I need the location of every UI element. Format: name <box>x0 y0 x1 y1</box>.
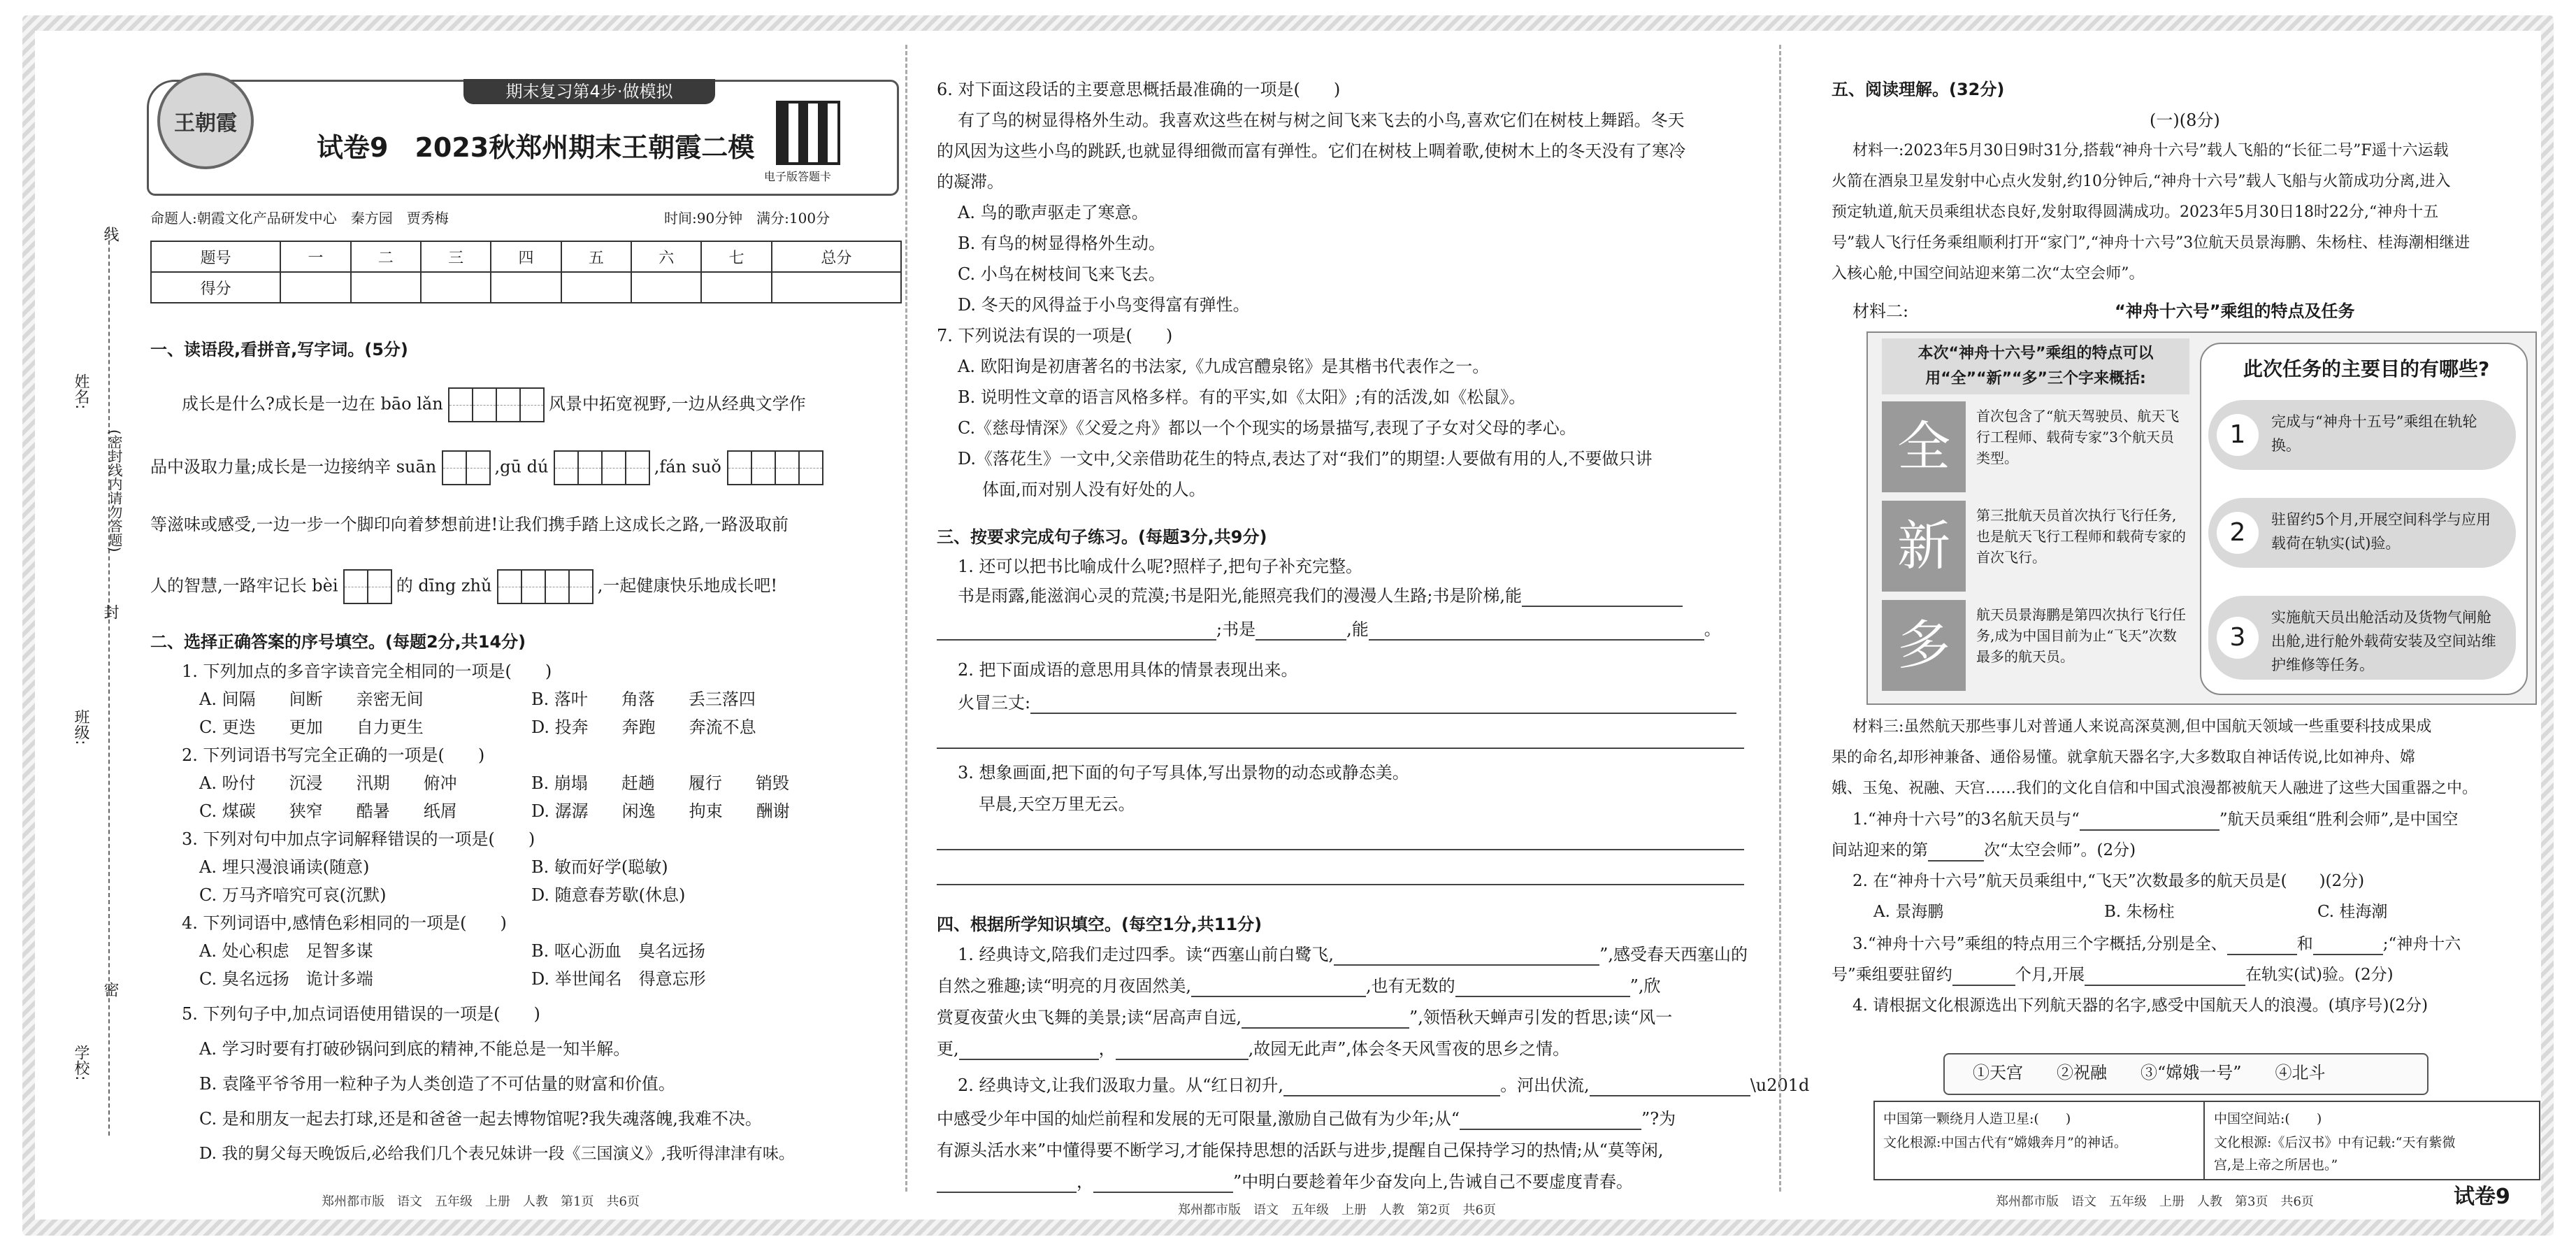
s4-text-part: ”?为 <box>1641 1109 1676 1129</box>
option[interactable]: A. 间隔 间断 亲密无间 <box>199 689 424 709</box>
s4-text-part: 2. 经典诗文,让我们汲取力量。从“红日初升, <box>958 1075 1284 1095</box>
option[interactable]: D. 冬天的风得益于小鸟变得富有弹性。 <box>958 295 1250 315</box>
s4-text: 有源头活水来”中懂得要不断学习,才能保持思想的活跃与进步,提醒自己保持学习的热情;从“莫等闲, <box>937 1141 1664 1160</box>
s1-text-part: 成长是什么?成长是一边在 bāo lǎn <box>182 394 443 414</box>
crew-infographic <box>1866 331 2537 705</box>
s3-text <box>958 692 1736 714</box>
s4-text-part: 。河出伏流, <box>1500 1075 1590 1095</box>
s4-text-part: ,也有无数的 <box>1365 976 1455 996</box>
pinyin-boxes[interactable] <box>727 457 822 477</box>
char-quan-text: 首次包含了“航天驾驶员、航天飞行工程师、载荷专家”3个航天员类型。 <box>1976 408 2180 466</box>
s4-text <box>937 1006 1672 1029</box>
q3 <box>1832 964 2394 986</box>
s4-text-part: ”,领悟秋天蝉声引发的哲思;读“风一 <box>1409 1008 1673 1027</box>
material-line: 入核心舱,中国空间站迎来第二次“太空会师”。 <box>1832 265 2145 283</box>
q-text: 次“太空会师”。(2分) <box>1984 841 2136 859</box>
paper-number: 试卷9 <box>2454 1185 2510 1209</box>
option[interactable]: B. 呕心沥血 臭名远扬 <box>531 941 705 961</box>
s4-text-part: ,故园无此声”,体会冬天风雪夜的思乡之情。 <box>1248 1039 1570 1059</box>
q1 <box>1832 839 2136 862</box>
answer-blank[interactable] <box>2085 985 2245 986</box>
score-header-cell: 一 <box>280 241 350 272</box>
option[interactable]: A. 处心积虑 足智多谋 <box>199 941 373 961</box>
qr-code-icon[interactable] <box>776 101 840 165</box>
qr-caption: 电子版答题卡 <box>764 170 832 183</box>
options-text[interactable]: ①天宫 ②祝融 ③“嫦娥一号” ④北斗 <box>1973 1063 2326 1082</box>
option[interactable]: D. 投奔 奔跑 奔流不息 <box>531 717 756 737</box>
question: 6. 对下面这段话的主要意思概括最准确的一项是( ) <box>937 80 1341 99</box>
answer-blank[interactable] <box>1455 996 1630 997</box>
char-duo-text: 航天员景海鹏是第四次执行飞行任务,成为中国目前为止“飞天”次数最多的航天员。 <box>1976 606 2186 665</box>
option[interactable]: A. 埋只漫浪诵读(随意) <box>199 857 370 877</box>
paper-title: 试卷9 2023秋郑州期末王朝霞二模 <box>317 132 755 163</box>
score-header-cell: 二 <box>351 241 421 272</box>
option[interactable]: A. 景海鹏 <box>1873 903 1944 921</box>
s3-text-part: ,能 <box>1346 620 1369 639</box>
material-line: 火箭在酒泉卫星发射中心点火发射,约10分钟后,“神舟十六号”载人飞船与火箭成功分离,进入 <box>1832 173 2451 190</box>
mission-goals-panel <box>2200 343 2528 695</box>
s1-text <box>150 450 822 485</box>
answer-blank[interactable] <box>1460 1129 1641 1130</box>
option[interactable]: C. 小鸟在树枝间飞来飞去。 <box>958 264 1165 284</box>
score-header-cell: 题号 <box>151 241 280 272</box>
answer-blank[interactable] <box>1928 860 1984 862</box>
question: 2. 在“神舟十六号”航天员乘组中,“飞天”次数最多的航天员是( )(2分) <box>1852 872 2365 890</box>
info-left-header: 本次“神舟十六号”乘组的特点可以用“全”“新”“多”三个字来概括: <box>1882 338 2189 394</box>
s1-text <box>182 387 806 422</box>
score-input-cell[interactable] <box>701 272 771 303</box>
s4-text: 更, ， ,故园无此声”,体会冬天风雪夜的思乡之情。 <box>937 1039 1570 1059</box>
answer-blank[interactable] <box>1334 964 1599 966</box>
goal-number: 2 <box>2217 512 2259 554</box>
option-continued: 体面,而对别人没有好处的人。 <box>982 480 1206 499</box>
s1-text-part: 人的智慧,一路牢记长 bèi <box>150 576 338 596</box>
question: 2. 把下面成语的意思用具体的情景表现出来。 <box>958 660 1298 680</box>
option[interactable]: D. 我的舅父每天晚饭后,必给我们几个表兄妹讲一段《三国演义》,我听得津津有味。 <box>199 1145 795 1163</box>
s4-text: ， ”中明白要趁着年少奋发向上,告诫自己不要虚度青春。 <box>937 1171 1633 1193</box>
section-2-title: 二、选择正确答案的序号填空。(每题2分,共14分) <box>150 632 526 652</box>
question: 2. 下列词语书写完全正确的一项是( ) <box>182 745 485 765</box>
option[interactable]: B. 敏而好学(聪敏) <box>531 857 668 877</box>
char-xin: 新 <box>1882 501 1966 592</box>
name-label: 姓名: <box>72 373 89 410</box>
question: 1. 下列加点的多音字读音完全相同的一项是( ) <box>182 662 552 681</box>
answer-blank[interactable] <box>1283 1095 1500 1096</box>
s4-text-part: 1. 经典诗文,陪我们走过四季。读“西塞山前白鹭飞, <box>958 945 1334 964</box>
page-footer: 郑州都市版 语文 五年级 上册 人教 第1页 共6页 <box>322 1194 640 1209</box>
option[interactable]: C. 桂海潮 <box>2317 903 2388 921</box>
s3-text <box>958 585 1683 607</box>
answer-blank[interactable] <box>1522 606 1683 607</box>
score-header-cell: 三 <box>421 241 491 272</box>
answer-blank[interactable] <box>937 1192 1077 1193</box>
score-input-cell[interactable] <box>351 272 421 303</box>
box-line: 文化根源:《后汉书》中有记载:“天有紫微 <box>2214 1135 2456 1150</box>
author-line: 命题人:朝霞文化产品研发中心 秦方园 贾秀梅 <box>150 210 449 227</box>
passage-line: 的风因为这些小鸟的跳跃,也就显得细微而富有弹性。它们在树枝上啁着歌,使树木上的冬天没有了寒冷 <box>937 141 1686 161</box>
char-duo: 多 <box>1882 600 1966 691</box>
pinyin-boxes[interactable] <box>448 394 543 414</box>
class-label: 班级: <box>72 709 89 745</box>
box-line: 宫,是上帝之所居也。” <box>2214 1157 2338 1173</box>
question: 1. 还可以把书比喻成什么呢?照样子,把句子补充完整。 <box>958 557 1363 576</box>
score-header-cell: 四 <box>491 241 561 272</box>
s3-text: ;书是 ,能 。 <box>937 618 1721 641</box>
s1-text-part: 品中汲取力量;成长是一边接纳辛 suān <box>150 457 437 477</box>
option[interactable]: C. 臭名远扬 诡计多端 <box>199 969 373 989</box>
option[interactable]: C. 万马齐喑究可哀(沉默) <box>199 885 387 905</box>
score-input-cell[interactable] <box>280 272 350 303</box>
box-line[interactable]: 中国第一颗绕月人造卫星:( ) <box>1883 1111 2071 1127</box>
option[interactable]: A. 欧阳询是初唐著名的书法家,《九成宫醴泉铭》是其楷书代表作之一。 <box>958 357 1490 376</box>
answer-blank[interactable] <box>1369 639 1704 641</box>
s1-text-part: ,一起健康快乐地成长吧! <box>597 576 778 596</box>
question: 3. 想象画面,把下面的句子写具体,写出景物的动态或静态美。 <box>958 763 1409 782</box>
culture-roots-box <box>1873 1101 2540 1180</box>
material-line: 果的命名,却形神兼备、通俗易懂。就拿航天器名字,大多数取自神话传说,比如神舟、嫦 <box>1832 749 2415 766</box>
answer-blank[interactable] <box>1242 1027 1409 1029</box>
s4-text <box>958 943 1748 966</box>
s4-text <box>937 1108 1676 1130</box>
material-line: 材料一:2023年5月30日9时31分,搭载“神舟十六号”载人飞船的“长征二号”F遥十六运载 <box>1852 142 2449 159</box>
option[interactable]: D. 举世闻名 得意忘形 <box>531 969 706 989</box>
answer-blank[interactable] <box>2313 954 2383 955</box>
option[interactable]: D.《落花生》一文中,父亲借助花生的特点,表达了对“我们”的期望:人要做有用的人,不要做只讲 <box>958 449 1653 469</box>
char-xin-text: 第三批航天员首次执行飞行任务,也是航天飞行工程师和载荷专家的首次飞行。 <box>1976 507 2186 566</box>
option[interactable]: B. 袁隆平爷爷用一粒种子为人类创造了不可估量的财富和价值。 <box>199 1074 675 1094</box>
answer-blank[interactable] <box>2227 954 2297 955</box>
goal-text: 完成与“神舟十五号”乘组在轨轮换。 <box>2271 413 2477 454</box>
option[interactable]: C.《慈母情深》《父爱之舟》都以一个个现实的场景描写,表现了子女对父母的孝心。 <box>958 418 1576 438</box>
s1-text-part: ,gū dú <box>494 457 549 477</box>
binding-mark-seal: 封 <box>101 604 119 620</box>
score-table <box>150 241 902 303</box>
score-header-cell: 六 <box>631 241 701 272</box>
score-header-cell: 总分 <box>772 241 901 272</box>
s4-text-part: 更, <box>937 1039 959 1059</box>
spacecraft-options-scroll <box>1943 1053 2429 1095</box>
s4-text-part: 赏夏夜萤火虫飞舞的美景;读“居高声自远, <box>937 1008 1242 1027</box>
material-2-title: “神舟十六号”乘组的特点及任务 <box>2115 301 2355 321</box>
answer-blank[interactable] <box>1191 996 1366 997</box>
page-3 <box>1779 31 2541 1220</box>
material-line: 娥、玉兔、祝融、天宫……我们的文化自信和中国式浪漫都被航天人融进了这些大国重器之中。 <box>1832 780 2478 797</box>
page-2 <box>905 31 1810 1220</box>
time-score-line: 时间:90分钟 满分:100分 <box>664 210 830 227</box>
answer-blank[interactable] <box>1116 1059 1249 1060</box>
option[interactable]: B. 朱杨柱 <box>2104 903 2175 921</box>
option[interactable]: A. 吩付 沉浸 汛期 俯冲 <box>199 773 457 793</box>
page-footer: 郑州都市版 语文 五年级 上册 人教 第2页 共6页 <box>1178 1203 1496 1217</box>
option[interactable]: B. 说明性文章的语言风格多样。有的平实,如《太阳》;有的活泼,如《松鼠》。 <box>958 387 1526 407</box>
score-input-cell[interactable] <box>772 272 901 303</box>
q-text: 个月,开展 <box>2015 966 2085 984</box>
review-tag: 期末复习第4步·做模拟 <box>463 79 715 104</box>
answer-line[interactable] <box>937 863 1744 885</box>
section-3-title: 三、按要求完成句子练习。(每题3分,共9分) <box>937 527 1267 547</box>
s1-text <box>150 569 777 604</box>
score-row-label: 得分 <box>151 272 280 303</box>
school-label: 学校: <box>72 1045 89 1081</box>
q-text: ”航天员乘组“胜利会师”,是中国空 <box>2219 810 2459 829</box>
goals-title: 此次任务的主要目的有哪些? <box>2243 357 2490 380</box>
s1-text-part: 的 dīng zhǔ <box>396 576 492 596</box>
option[interactable]: B. 落叶 角落 丢三落四 <box>531 689 756 709</box>
section-5-title: 五、阅读理解。(32分) <box>1832 80 2005 99</box>
box-line[interactable]: 中国空间站:( ) <box>2214 1111 2322 1127</box>
s1-text-part: 风景中拓宽视野,一边从经典文学作 <box>548 394 806 414</box>
s4-text: 2. 经典诗文,让我们汲取力量。从“红日初升, 。河出伏流, \u201d <box>958 1075 1810 1095</box>
goal-item <box>2208 596 2516 680</box>
binding-notice: (密封线内请勿答题) <box>106 429 123 552</box>
s4-text-part: 自然之雅趣;读“明亮的月夜固然美, <box>937 976 1191 996</box>
answer-blank[interactable] <box>1030 713 1736 714</box>
q-text: 间站迎来的第 <box>1832 841 1928 859</box>
option[interactable]: A. 鸟的歌声驱走了寒意。 <box>958 203 1149 222</box>
question: 3. 下列对句中加点字词解释错误的一项是( ) <box>182 829 535 849</box>
subsection-title: (一)(8分) <box>2150 110 2220 130</box>
option[interactable]: D. 随意春芳歇(休息) <box>531 885 686 905</box>
s3-text-part: 火冒三丈: <box>958 693 1031 713</box>
s4-text-part: 中感受少年中国的灿烂前程和发展的无可限量,激励自己做有为少年;从“ <box>937 1109 1460 1129</box>
goal-number: 3 <box>2217 617 2259 659</box>
prompt-sentence: 早晨,天空万里无云。 <box>979 794 1135 814</box>
question: 4. 下列词语中,感情色彩相同的一项是( ) <box>182 913 507 933</box>
goal-text: 实施航天员出舱活动及货物气闸舱出舱,进行舱外载荷安装及空间站维护维修等任务。 <box>2271 609 2496 673</box>
score-input-cell[interactable] <box>491 272 561 303</box>
s1-text-part: ,fán suǒ <box>654 457 721 477</box>
goal-text: 驻留约5个月,开展空间科学与应用载荷在轨实(试)验。 <box>2271 511 2491 552</box>
score-header-cell: 五 <box>561 241 631 272</box>
answer-blank[interactable] <box>1093 1192 1233 1193</box>
s4-text-part: ”,欣 <box>1629 976 1661 996</box>
s4-text-part: ”,感受春天西塞山的 <box>1599 945 1748 964</box>
score-header-cell: 七 <box>701 241 771 272</box>
pinyin-boxes[interactable] <box>497 576 592 596</box>
material-line: 号”载人飞行任务乘组顺利打开“家门”,“神舟十六号”3位航天员景海鹏、朱杨柱、桂海潮相继进 <box>1832 234 2470 252</box>
material-line: 材料三:虽然航天那些事儿对普通人来说高深莫测,但中国航天领域一些重要科技成果成 <box>1852 718 2432 736</box>
binding-mark-secret: 密 <box>101 982 119 997</box>
question: 5. 下列句子中,加点词语使用错误的一项是( ) <box>182 1004 540 1024</box>
option[interactable]: B. 有鸟的树显得格外生动。 <box>958 234 1165 253</box>
binding-margin <box>35 31 126 1220</box>
char-quan: 全 <box>1882 401 1966 492</box>
binding-mark-line: 线 <box>101 227 119 242</box>
exam-sheet <box>35 31 2541 1220</box>
question: 7. 下列说法有误的一项是( ) <box>937 326 1173 345</box>
answer-blank[interactable] <box>937 639 1216 641</box>
section-1-title: 一、读语段,看拼音,写字词。(5分) <box>150 340 408 359</box>
s3-text-part: ;书是 <box>1216 620 1256 639</box>
passage-line: 的凝滞。 <box>937 172 1004 192</box>
q-text: ;“神舟十六 <box>2382 935 2461 953</box>
material-line: 预定轨道,航天员乘组状态良好,发射取得圆满成功。2023年5月30日18时22分,“神舟十五 <box>1832 203 2439 221</box>
answer-line[interactable] <box>937 727 1744 749</box>
goal-item <box>2208 400 2516 470</box>
q-text: 在轨实(试)验。(2分) <box>2245 966 2394 984</box>
option[interactable]: C. 更迭 更加 自力更生 <box>199 717 424 737</box>
answer-blank[interactable] <box>959 1059 1099 1060</box>
s3-text-part: 书是雨露,能滋润心灵的荒漠;书是阳光,能照亮我们的漫漫人生路;书是阶梯,能 <box>958 586 1523 606</box>
goal-number: 1 <box>2217 414 2259 456</box>
option[interactable]: A. 学习时要有打破砂锅问到底的精神,不能总是一知半解。 <box>199 1039 631 1059</box>
answer-line[interactable] <box>937 828 1744 850</box>
score-input-cell[interactable] <box>421 272 491 303</box>
q3 <box>1852 933 2461 955</box>
pinyin-boxes[interactable] <box>554 457 649 477</box>
pinyin-boxes[interactable] <box>343 576 391 596</box>
option[interactable]: C. 是和朋友一起去打球,还是和爸爸一起去博物馆呢?我失魂落魄,我难不决。 <box>199 1109 762 1129</box>
page-1 <box>35 31 905 1220</box>
binding-dashed-line <box>108 227 110 1136</box>
box-line: 文化根源:中国古代有“嫦娥奔月”的神话。 <box>1883 1135 2127 1150</box>
option[interactable]: D. 潺潺 闲逸 拘束 酬谢 <box>531 801 790 821</box>
option[interactable]: C. 煤碳 狭窄 酷暑 纸屑 <box>199 801 457 821</box>
q-text: 3.“神舟十六号”乘组的特点用三个字概括,分别是全、 <box>1852 935 2227 953</box>
brand-logo: 王朝霞 <box>157 73 254 169</box>
s1-text: 等滋味或感受,一边一步一个脚印向着梦想前进!让我们携手踏上这成长之路,一路汲取前 <box>150 515 789 534</box>
q-text: 和 <box>2296 935 2313 953</box>
score-input-cell[interactable] <box>561 272 631 303</box>
section-4-title: 四、根据所学知识填空。(每空1分,共11分) <box>937 915 1262 934</box>
answer-blank[interactable] <box>1952 985 2015 986</box>
answer-blank[interactable] <box>1255 639 1346 641</box>
answer-blank[interactable] <box>1590 1095 1750 1096</box>
s4-text-part: ”中明白要趁着年少奋发向上,告诫自己不要虚度青春。 <box>1233 1172 1633 1192</box>
score-input-cell[interactable] <box>631 272 701 303</box>
page-footer: 郑州都市版 语文 五年级 上册 人教 第3页 共6页 <box>1996 1194 2314 1209</box>
option[interactable]: B. 崩塌 赶趟 履行 销毁 <box>531 773 789 793</box>
q1 <box>1852 808 2458 831</box>
q-text: 号”乘组要驻留约 <box>1832 966 1952 984</box>
material-2-label: 材料二: <box>1852 301 1909 321</box>
q-text: 1.“神舟十六号”的3名航天员与“ <box>1852 810 2080 829</box>
passage-line: 有了鸟的树显得格外生动。我喜欢这些在树与树之间飞来飞去的小鸟,喜欢它们在树枝上舞蹈。冬天 <box>958 110 1685 130</box>
goal-item <box>2208 498 2516 568</box>
question: 4. 请根据文化根源选出下列航天器的名字,感受中国航天人的浪漫。(填序号)(2分) <box>1852 996 2429 1015</box>
answer-blank[interactable] <box>2080 829 2219 831</box>
s4-text <box>937 975 1661 997</box>
pinyin-boxes[interactable] <box>442 457 489 477</box>
